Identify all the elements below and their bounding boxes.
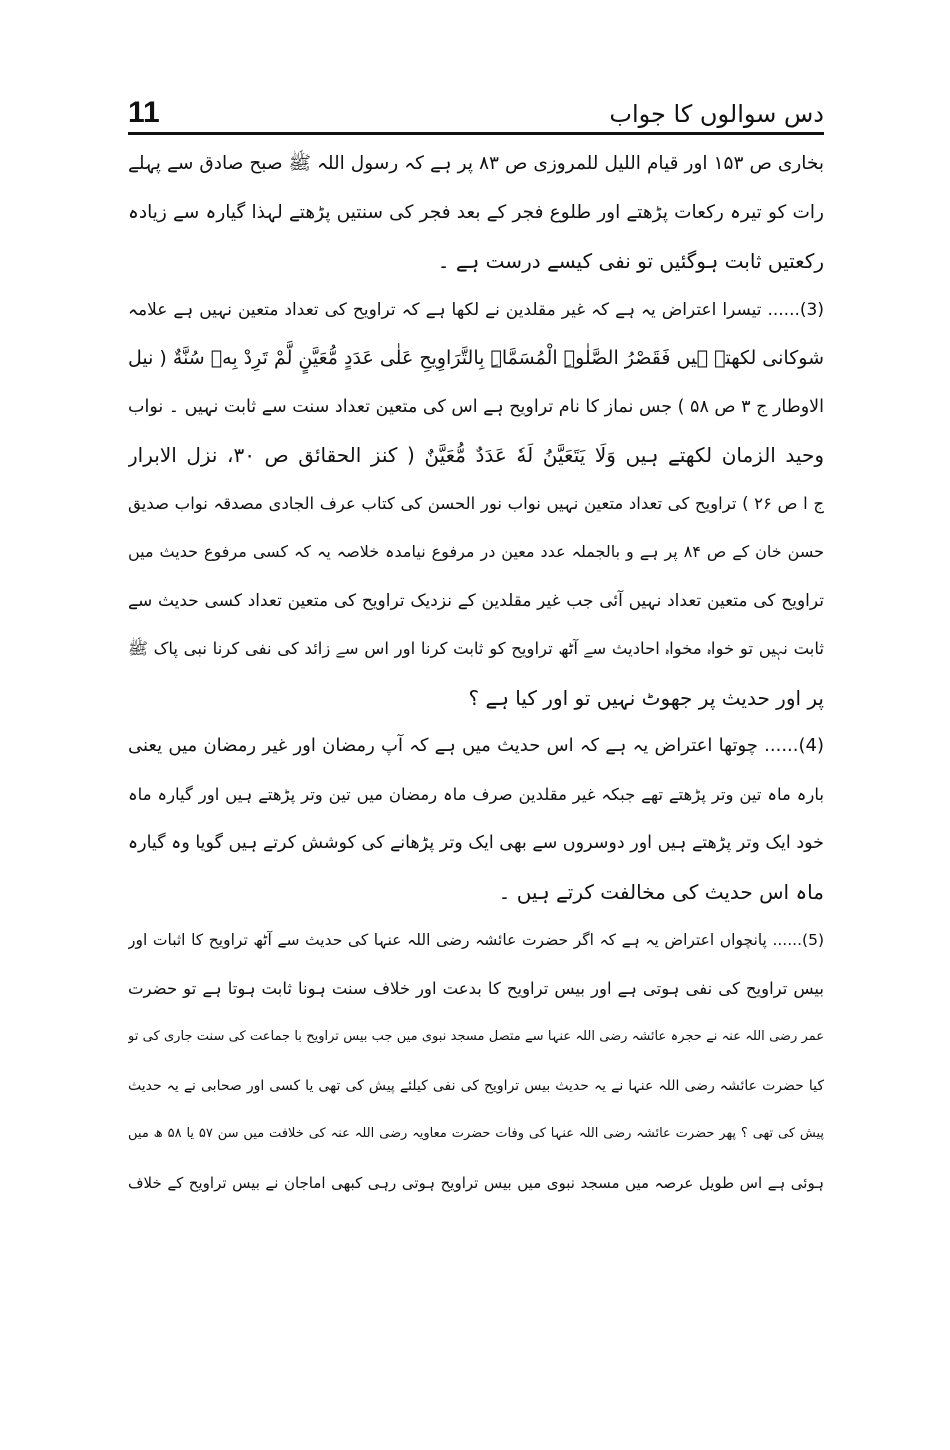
text-line: ماہ اس حدیث کی مخالفت کرتے ہیں ۔	[498, 879, 824, 904]
text-line: بیس تراویح کی نفی ہوتی ہے اور بیس تراویح کا بدعت اور خلاف سنت ہونا ثابت ہوتا ہے تو حضرت	[128, 978, 824, 998]
text-line: پر اور حدیث پر جھوٹ نہیں تو اور کیا ہے ؟	[468, 685, 824, 710]
text-line: (3)...... تیسرا اعتراض یہ ہے کہ غیر مقلدین نے لکھا ہے کہ تراویح کی تعداد متعین نہیں ہے علامہ	[128, 299, 824, 320]
text-line: حسن خان کے ص ۸۴ پر ہے و بالجملہ عدد معین در مرفوع نیامدہ خلاصہ یہ کہ کسی مرفوع حدیث میں	[128, 542, 824, 561]
text-line: ثابت نہیں تو خواہ مخواہ احادیث سے آٹھ تراویح کو ثابت کرنا اور اس سے زائد کی نفی کرنا نبی پاک ﷺ	[128, 639, 824, 658]
page-number: 11	[128, 96, 160, 129]
body-text	[128, 140, 824, 1207]
text-line: (5)...... پانچواں اعتراض یہ ہے کہ اگر حضرت عائشہ رضی اللہ عنہا کی حدیث سے آٹھ تراویح کا اثبات اور	[128, 931, 824, 949]
text-line: پیش کی تھی ؟ پھر حضرت عائشہ رضی اللہ عنہا کی وفات حضرت معاویہ رضی اللہ عنہ کی خلافت میں سن ۵۷ یا ۵۸ ھ میں	[128, 1126, 824, 1141]
text-line: رات کو تیرہ رکعات پڑھتے اور طلوع فجر کے بعد فجر کی سنتیں پڑھتے لہذا گیارہ سے زیادہ	[128, 201, 824, 223]
text-line: عمر رضی اللہ عنہ نے حجرہ عائشہ رضی اللہ عنہا سے متصل مسجد نبوی میں جب بیس تراویح با جماعت کی سنت جاری کی تو	[128, 1029, 824, 1044]
text-line: رکعتیں ثابت ہوگئیں تو نفی کیسے درست ہے ۔	[437, 249, 824, 273]
page-header	[128, 86, 824, 135]
text-line: الاوطار ج ۳ ص ۵۸ ) جس نماز کا نام تراویح ہے اس کی متعین تعداد سنت سے ثابت نہیں ۔ نواب	[128, 396, 824, 417]
running-title: دس سوالوں کا جواب	[609, 100, 824, 128]
text-line: (4)...... چوتھا اعتراض یہ ہے کہ اس حدیث میں ہے کہ آپ رمضان اور غیر رمضان میں یعنی	[128, 735, 824, 756]
text-line: تراویح کی متعین تعداد نہیں آئی جب غیر مقلدین کے نزدیک تراویح کی متعین تعداد کسی حدیث سے	[128, 590, 824, 611]
text-line: خود ایک وتر پڑھتے ہیں اور دوسروں سے بھی ایک وتر پڑھانے کی کوشش کرتے ہیں گویا وہ گیارہ	[128, 833, 824, 853]
text-line: کیا حضرت عائشہ رضی اللہ عنہا نے یہ حدیث بیس تراویح کی نفی کیلئے پیش کی تھی یا کسی اور صحابی نے یہ حدیث	[128, 1077, 824, 1094]
text-line: ہوئی ہے اس طویل عرصہ میں مسجد نبوی میں بیس تراویح ہوتی رہی کبھی اماجان نے بیس تراویح کے خلاف	[128, 1173, 824, 1192]
text-line: بارہ ماہ تین وتر پڑھتے تھے جبکہ غیر مقلدین صرف ماہ رمضان میں تین وتر پڑھتے ہیں اور گیارہ ماہ	[128, 784, 824, 804]
text-line: ج ا ص ۲۶ ) تراویح کی تعداد متعین نہیں نواب نور الحسن کی کتاب عرف الجادی مصدقہ نواب صدیق	[128, 493, 824, 513]
text-line: شوکانی لکھتے ہیں فَقَصْرُ الصَّلٰوۃِ الْمُسَمَّاۃِ بِالتَّرَاوِیحِ عَلٰی عَدَدٍ مُّعَیَّنٍ لَّمْ تَرِدْ بِهٖ سُنَّةٌ ( نیل	[128, 347, 824, 369]
text-line: بخاری ص ۱۵۳ اور قیام اللیل للمروزی ص ۸۳ پر ہے کہ رسول اللہ ﷺ صبح صادق سے پہلے	[128, 153, 824, 174]
text-line: وحید الزمان لکھتے ہیں وَلَا یَتَعَیَّنُ لَهٗ عَدَدٌ مُّعَیَّنٌ ( کنز الحقائق ص ۳۰، نزل الابرار	[128, 443, 824, 467]
